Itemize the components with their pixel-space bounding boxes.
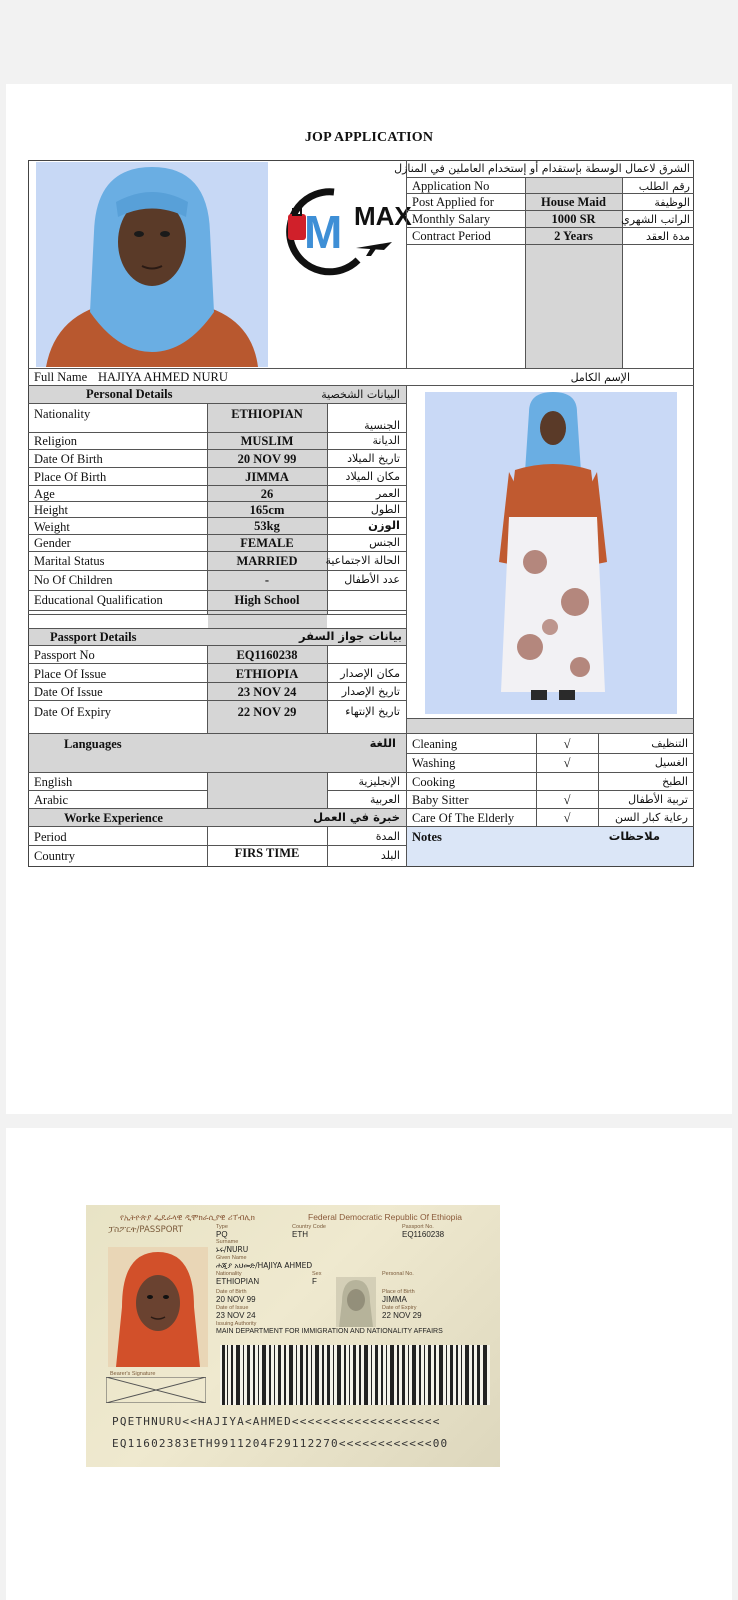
row-label: Height <box>34 503 69 517</box>
skill-label-ar: الغسيل <box>654 756 688 769</box>
row-value: MUSLIM <box>240 434 294 448</box>
passport-country-en: Federal Democratic Republic Of Ethiopia <box>308 1212 463 1222</box>
row-label: Nationality <box>34 407 91 421</box>
skill-label-ar: التنظيف <box>651 737 688 750</box>
row-value: 165cm <box>249 503 285 517</box>
skill-check: √ <box>563 811 571 825</box>
experience-heading: Worke Experience <box>64 811 163 825</box>
row-label: Place Of Issue <box>34 667 107 681</box>
row-label-ar: تاريخ الإنتهاء <box>345 705 400 718</box>
skill-label: Baby Sitter <box>412 793 469 807</box>
header-label: Monthly Salary <box>412 212 491 226</box>
row-label-ar: عدد الأطفال <box>344 573 400 586</box>
surname-label: Surname <box>216 1239 239 1245</box>
logo-text: MAX <box>354 201 412 231</box>
signature-label: Bearer's Signature <box>110 1371 156 1377</box>
nationality-label: Nationality <box>216 1271 242 1277</box>
experience-heading-ar: خبرة في العمل <box>313 810 400 824</box>
skill-label-ar: الطبخ <box>662 775 688 788</box>
barcode <box>220 1345 490 1405</box>
full-name-value: HAJIYA AHMED NURU <box>98 370 228 384</box>
row-label-ar: مكان الميلاد <box>345 470 400 483</box>
passport-dob: 20 NOV 99 <box>216 1295 256 1304</box>
row-label: Date Of Birth <box>34 452 103 466</box>
passport-doi: 23 NOV 24 <box>216 1311 256 1320</box>
passport-given-name: ሐጂያ አህመድ/HAJIYA AHMED <box>216 1261 313 1270</box>
doi-label: Date of Issue <box>216 1305 249 1311</box>
passport-word: ፓስፖርት/PASSPORT <box>108 1225 183 1235</box>
row-label: Educational Qualification <box>34 593 163 607</box>
header-label-ar: مدة العقد <box>646 230 690 243</box>
row-label-ar: العمر <box>375 487 400 500</box>
code-label: Country Code <box>292 1224 326 1230</box>
header-label: Post Applied for <box>412 195 494 209</box>
row-value: 26 <box>260 487 274 501</box>
experience-country-label-ar: البلد <box>380 849 400 862</box>
svg-text:M: M <box>304 206 343 258</box>
row-value: High School <box>234 593 300 607</box>
type-label: Type <box>216 1224 228 1230</box>
document-title: JOP APPLICATION <box>304 130 434 145</box>
row-value: 22 NOV 29 <box>237 705 297 719</box>
row-label: Religion <box>34 434 78 448</box>
header-label-ar: رقم الطلب <box>638 180 690 193</box>
passport-type: PQ <box>216 1230 228 1239</box>
row-label: Marital Status <box>34 554 105 568</box>
dob-label: Date of Birth <box>216 1289 247 1295</box>
pob-label: Place of Birth <box>382 1289 415 1295</box>
skill-label-ar: رعاية كبار السن <box>615 811 688 824</box>
row-label-ar: الجنسية <box>364 419 400 432</box>
authority-label: Issuing Authority <box>216 1321 257 1327</box>
mrz-line-2: EQ11602383ETH9911204F29112270<<<<<<<<<<<<00 <box>112 1437 449 1450</box>
row-label: Passport No <box>34 648 95 662</box>
languages-heading-ar: اللغة <box>369 736 396 750</box>
row-value: ETHIOPIA <box>235 667 299 681</box>
row-label-ar: الوزن <box>368 518 400 532</box>
row-value: - <box>264 573 270 587</box>
row-label-ar: العربية <box>369 793 400 806</box>
portrait-photo <box>36 162 268 367</box>
passport-code: ETH <box>292 1230 308 1239</box>
personal-heading-ar: البيانات الشخصية <box>321 388 400 401</box>
skill-label-ar: تربية الأطفال <box>628 793 688 806</box>
row-value: 23 NOV 24 <box>237 685 297 699</box>
languages-heading: Languages <box>64 737 122 751</box>
row-value: EQ1160238 <box>236 648 298 662</box>
skill-check: √ <box>563 756 571 770</box>
header-value: House Maid <box>541 195 606 209</box>
row-label-ar: الحالة الاجتماعية <box>325 554 400 567</box>
agency-logo <box>268 162 412 282</box>
skill-label: Washing <box>412 756 456 770</box>
passport-doe: 22 NOV 29 <box>382 1311 422 1320</box>
passport-heading-ar: بيانات جواز السفر <box>299 629 402 643</box>
full-body-photo <box>425 392 677 714</box>
header-label-ar: الراتب الشهري <box>621 213 690 226</box>
experience-period-label-ar: المدة <box>375 830 400 843</box>
row-label-ar: الديانة <box>372 434 400 447</box>
row-label: Date Of Expiry <box>34 705 112 719</box>
passport-authority: MAIN DEPARTMENT FOR IMMIGRATION AND NATIONALITY AFFAIRS <box>216 1328 443 1335</box>
row-label: No Of Children <box>34 573 113 587</box>
header-label: Contract Period <box>412 229 491 243</box>
sex-label: Sex <box>312 1271 322 1277</box>
personal-heading: Personal Details <box>86 387 173 401</box>
passport-sex: F <box>312 1277 317 1286</box>
row-value: 53kg <box>254 519 280 533</box>
experience-period-label: Period <box>34 830 67 844</box>
row-value: JIMMA <box>245 470 289 484</box>
row-label-ar: تاريخ الميلاد <box>347 452 400 465</box>
header-label-ar: الوظيفة <box>654 196 690 209</box>
experience-country-label: Country <box>34 849 75 863</box>
doe-label: Date of Expiry <box>382 1305 417 1311</box>
row-label-ar: الإنجليزية <box>358 775 400 788</box>
mrz-line-1: PQETHNURU<<HAJIYA<AHMED<<<<<<<<<<<<<<<<<<< <box>112 1415 441 1428</box>
passport-country-am: የኢትዮጵያ ፌዴራላዊ ዲሞክራሲያዊ ሪፐብሊክ <box>120 1213 255 1222</box>
skill-label: Cooking <box>412 775 456 789</box>
row-label: Place Of Birth <box>34 470 107 484</box>
passport-scan <box>86 1205 500 1467</box>
header-label: Application No <box>412 179 490 193</box>
passport-surname: ኑሩ/NURU <box>216 1245 249 1254</box>
row-label: Gender <box>34 536 71 550</box>
row-value: ETHIOPIAN <box>231 407 303 421</box>
skill-check: √ <box>563 793 571 807</box>
row-value: MARRIED <box>236 554 298 568</box>
row-label-ar: الطول <box>370 503 400 516</box>
header-value: 1000 SR <box>551 212 596 226</box>
passport-number: EQ1160238 <box>402 1230 445 1239</box>
skill-check: √ <box>563 737 571 751</box>
row-label-ar: الجنس <box>369 536 400 549</box>
agency-name-arabic: الشرق لاعمال الوسطة بإستقدام أو إستخدام العاملين في المنازل <box>394 162 690 175</box>
ghost-photo <box>336 1277 376 1327</box>
row-label: Weight <box>34 520 70 534</box>
row-label-ar: تاريخ الإصدار <box>341 685 400 698</box>
skill-label: Care Of The Elderly <box>412 811 515 825</box>
given-label: Given Name <box>216 1255 247 1261</box>
row-label: Date Of Issue <box>34 685 103 699</box>
passport-nationality: ETHIOPIAN <box>216 1277 260 1286</box>
notes-label-ar: ملاحظات <box>608 829 660 843</box>
personal-no-label: Personal No. <box>382 1271 414 1277</box>
row-value: FEMALE <box>240 536 294 550</box>
header-value: 2 Years <box>554 229 593 243</box>
notes-label: Notes <box>412 830 442 844</box>
passport-pob: JIMMA <box>382 1295 407 1304</box>
row-label: English <box>34 775 73 789</box>
skill-label: Cleaning <box>412 737 458 751</box>
experience-value: FIRS TIME <box>234 846 300 860</box>
passport-heading: Passport Details <box>50 630 137 644</box>
number-label: Passport No. <box>402 1224 434 1230</box>
full-name-label-ar: الإسم الكامل <box>570 371 630 384</box>
full-name-label: Full Name <box>34 370 88 384</box>
row-label: Age <box>34 487 55 501</box>
passport-photo <box>108 1247 208 1367</box>
row-label-ar: مكان الإصدار <box>340 667 400 680</box>
row-label: Arabic <box>34 793 69 807</box>
signature-box-icon <box>106 1377 206 1403</box>
row-value: 20 NOV 99 <box>237 452 297 466</box>
